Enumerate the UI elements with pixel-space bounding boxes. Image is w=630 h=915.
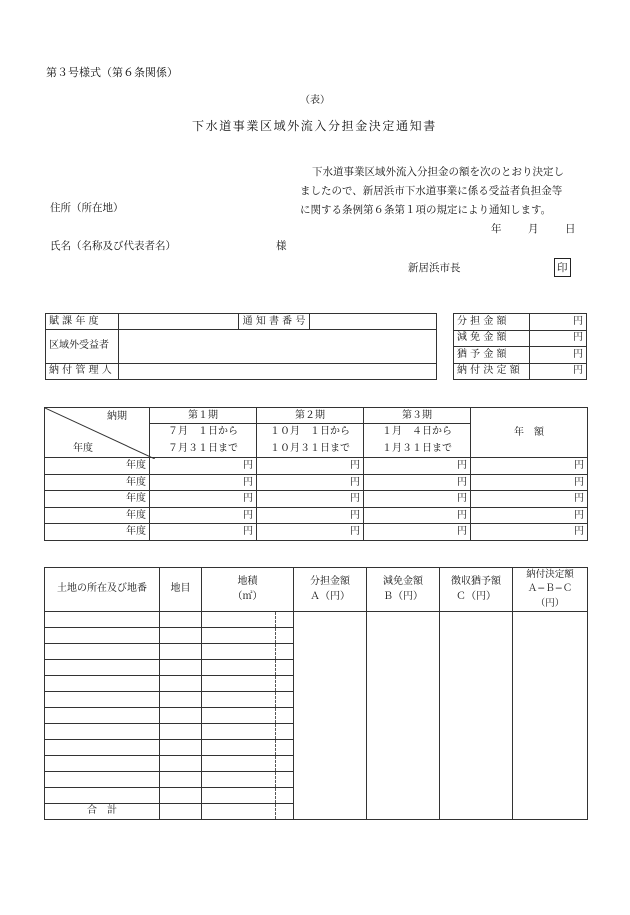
amounts-table: [453, 313, 587, 380]
period-1-to: ７月３１日まで: [150, 440, 257, 458]
payment-manager-value: [119, 363, 437, 379]
table-row: [45, 458, 588, 474]
amount-label: 減 免 金 額: [454, 330, 530, 347]
yen-unit: 円: [530, 363, 587, 380]
decided-column: [513, 611, 588, 819]
payment-manager-label: 納 付 管 理 人: [46, 363, 119, 379]
annual-label: 年 額: [471, 408, 588, 458]
yen-unit: 円: [150, 507, 257, 523]
table-row: [45, 474, 588, 490]
notice-no-value: [310, 314, 437, 330]
form-number: 第３号様式（第６条関係）: [46, 66, 178, 79]
yen-unit: 円: [471, 491, 588, 507]
deferral-column: [440, 611, 513, 819]
period-2-from: １０月 １日から: [257, 424, 364, 440]
table-row: [45, 491, 588, 507]
date-day: 日: [565, 223, 576, 235]
notice-line-3: に関する条例第６条第１項の規定により通知します。: [300, 204, 552, 216]
yen-unit: 円: [471, 524, 588, 541]
amount-label: 納 付 決 定 額: [454, 363, 530, 380]
decided-sub: Ａ−Ｂ−Ｃ（円）: [527, 583, 573, 609]
beneficiary-value: [119, 330, 437, 364]
date-month: 月: [528, 223, 539, 235]
reduction-sub: Ｂ（円）: [383, 591, 423, 603]
year-cell: 年度: [45, 474, 150, 490]
yen-unit: 円: [257, 524, 364, 541]
yen-unit: 円: [257, 458, 364, 474]
period-3-to: １月３１日まで: [364, 440, 471, 458]
yen-unit: 円: [364, 507, 471, 523]
yen-unit: 円: [530, 347, 587, 364]
period-3-from: １月 ４日から: [364, 424, 471, 440]
reduction-header: [367, 568, 440, 612]
share-sub: Ａ（円）: [310, 591, 350, 603]
notice-line-1: 下水道事業区域外流入分担金の額を次のとおり決定し: [312, 166, 564, 178]
reduction-title: 減免金額: [383, 576, 423, 588]
share-header: [294, 568, 367, 612]
year-cell: 年度: [45, 507, 150, 523]
year-cell: 年度: [45, 491, 150, 507]
year-cell: 年度: [45, 458, 150, 474]
location-header: 土地の所在及び地番: [45, 568, 160, 612]
yen-unit: 円: [257, 474, 364, 490]
table-row: [45, 507, 588, 523]
yen-unit: 円: [150, 474, 257, 490]
issuer: 新居浜市長: [408, 262, 461, 274]
yen-unit: 円: [530, 330, 587, 347]
name-label: 氏名（名称及び代表者名）: [50, 240, 176, 252]
year-cell: 年度: [45, 524, 150, 541]
decided-header: [513, 568, 588, 612]
period-3-name: 第３期: [364, 408, 471, 424]
official-seal: 印: [554, 258, 571, 277]
period-label: 納期: [107, 411, 127, 422]
diagonal-header-cell: [45, 408, 150, 458]
yen-unit: 円: [364, 474, 471, 490]
yen-unit: 円: [150, 491, 257, 507]
yen-unit: 円: [471, 507, 588, 523]
deferral-header: [440, 568, 513, 612]
date-year: 年: [491, 223, 502, 235]
share-column: [294, 611, 367, 819]
levy-year-value: [119, 314, 239, 330]
area-title: 地積: [237, 576, 258, 588]
levy-info-table: [45, 313, 437, 380]
yen-unit: 円: [471, 458, 588, 474]
notice-no-label: 通 知 書 番 号: [239, 314, 310, 330]
document-title: 下水道事業区域外流入分担金決定通知書: [192, 119, 437, 133]
period-2-name: 第２期: [257, 408, 364, 424]
notice-line-2: ましたので、新居浜市下水道事業に係る受益者負担金等: [300, 185, 563, 197]
yen-unit: 円: [150, 458, 257, 474]
diagonal-line: [45, 408, 155, 459]
table-row: [45, 611, 588, 627]
reduction-column: [367, 611, 440, 819]
yen-unit: 円: [257, 507, 364, 523]
land-table: [44, 567, 588, 820]
share-title: 分担金額: [310, 576, 350, 588]
yen-unit: 円: [530, 314, 587, 331]
form-side: （表）: [300, 95, 330, 106]
honorific: 様: [276, 240, 287, 252]
period-2-to: １０月３１日まで: [257, 440, 364, 458]
yen-unit: 円: [364, 458, 471, 474]
period-1-name: 第１期: [150, 408, 257, 424]
yen-unit: 円: [471, 474, 588, 490]
area-unit: （㎡）: [232, 591, 263, 603]
periods-table: [44, 407, 588, 541]
table-row: [45, 524, 588, 541]
beneficiary-label: 区域外受益者: [46, 330, 119, 364]
year-label: 年度: [73, 443, 93, 454]
amount-label: 猶 予 金 額: [454, 347, 530, 364]
yen-unit: 円: [364, 491, 471, 507]
total-label: 合 計: [45, 803, 160, 819]
address-label: 住所（所在地）: [50, 202, 124, 214]
deferral-title: 徴収猶予額: [451, 576, 501, 588]
levy-year-label: 賦 課 年 度: [46, 314, 119, 330]
period-1-from: ７月 １日から: [150, 424, 257, 440]
yen-unit: 円: [364, 524, 471, 541]
category-header: 地目: [160, 568, 202, 612]
yen-unit: 円: [257, 491, 364, 507]
amount-label: 分 担 金 額: [454, 314, 530, 331]
area-header: [202, 568, 294, 612]
yen-unit: 円: [150, 524, 257, 541]
decided-title: 納付決定額: [526, 569, 574, 580]
deferral-sub: Ｃ（円）: [456, 591, 496, 603]
